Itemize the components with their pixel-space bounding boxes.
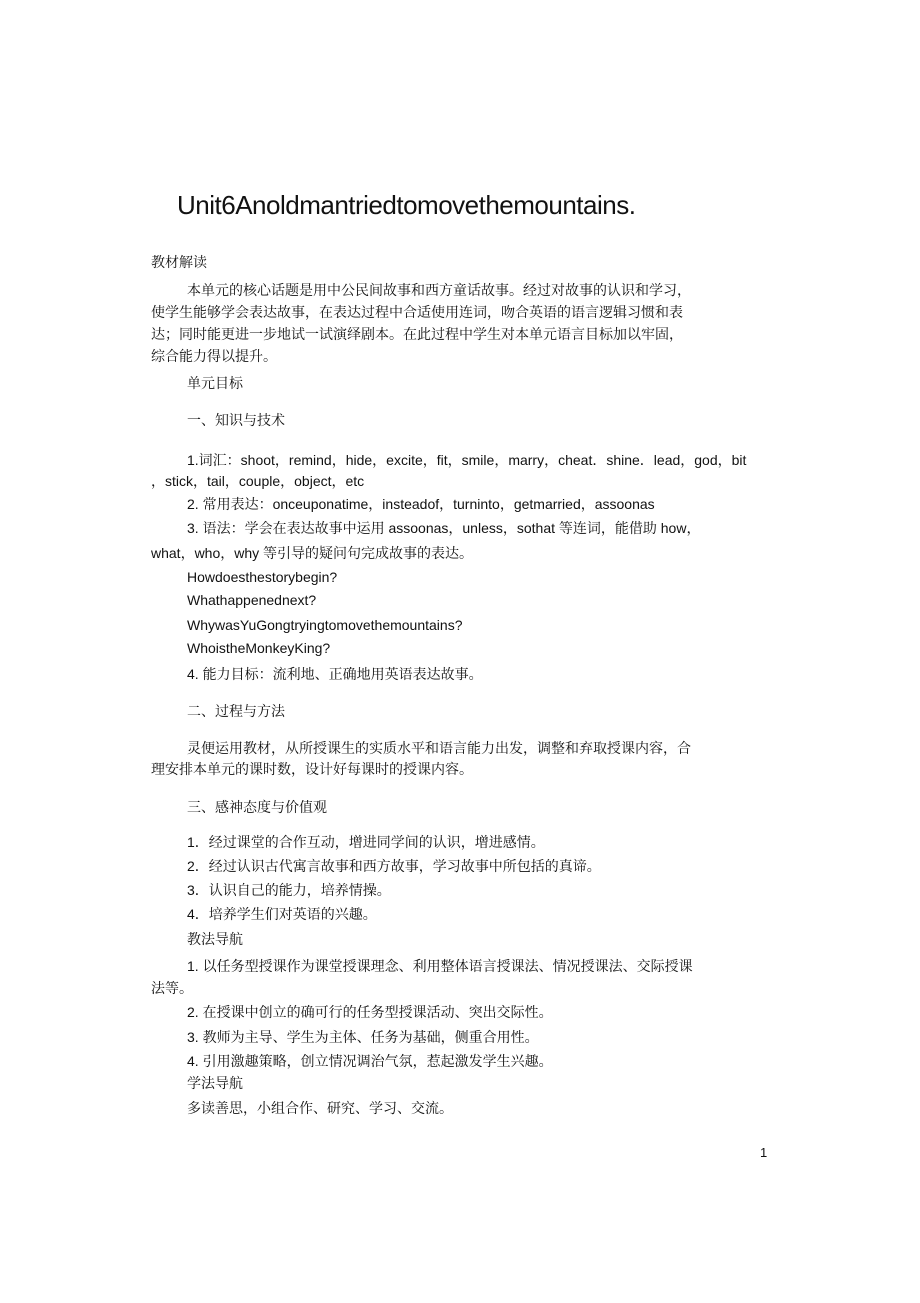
paragraph-line: 达；同时能更进一步地试一试演绎剧本。在此过程中学生对本单元语言目标加以牢固， xyxy=(151,326,683,342)
list-item: 3．认识自己的能力，培养情操。 xyxy=(187,882,391,898)
section-heading: 教材解读 xyxy=(151,254,207,270)
example-question: WhywasYuGongtryingtomovethemountains? xyxy=(187,617,463,633)
list-item: 2．经过认识古代寓言故事和西方故事，学习故事中所包括的真谛。 xyxy=(187,858,601,874)
paragraph-line: 多读善思，小组合作、研究、学习、交流。 xyxy=(187,1100,453,1116)
list-item-continuation: 法等。 xyxy=(151,980,193,996)
paragraph-line: 使学生能够学会表达故事，在表达过程中合适使用连词，吻合英语的语言逻辑习惯和表 xyxy=(151,304,683,320)
list-item: 4．培养学生们对英语的兴趣。 xyxy=(187,906,377,922)
list-item: 3. 教师为主导、学生为主体、任务为基础，侧重合用性。 xyxy=(187,1029,539,1045)
list-item: 2. 常用表达：onceuponatime，insteadof，turninto，getmarried，assoonas xyxy=(187,496,655,512)
section-heading: 二、过程与方法 xyxy=(187,703,285,719)
section-heading: 单元目标 xyxy=(187,375,243,391)
document-title: Unit6Anoldmantriedtomovethemountains. xyxy=(177,190,636,220)
page-number: 1 xyxy=(760,1145,768,1160)
paragraph-line: 灵便运用教材，从所授课生的实质水平和语言能力出发，调整和弃取授课内容，合 xyxy=(187,740,691,756)
list-item: 1. 以任务型授课作为课堂授课理念、利用整体语言授课法、情况授课法、交际授课 xyxy=(187,958,693,974)
example-question: Howdoesthestorybegin? xyxy=(187,569,338,585)
example-question: WhoistheMonkeyKing? xyxy=(187,640,331,656)
list-item: 2. 在授课中创立的确可行的任务型授课活动、突出交际性。 xyxy=(187,1004,553,1020)
list-item-continuation: ，stick，tail，couple，object，etc xyxy=(151,473,365,489)
list-item: 1.词汇：shoot，remind，hide，excite，fit，smile，marry，cheat．shine．lead，god，bit xyxy=(187,452,747,468)
list-item: 4. 引用激趣策略，创立情况调治气氛，惹起激发学生兴趣。 xyxy=(187,1053,553,1069)
paragraph-line: 综合能力得以提升。 xyxy=(151,348,277,364)
section-heading: 学法导航 xyxy=(187,1075,243,1091)
paragraph-line: 理安排本单元的课时数，设计好每课时的授课内容。 xyxy=(151,761,473,777)
list-item: 1．经过课堂的合作互动，增进同学间的认识，增进感情。 xyxy=(187,834,545,850)
section-heading: 三、感神态度与价值观 xyxy=(187,799,327,815)
list-item: 4. 能力目标：流利地、正确地用英语表达故事。 xyxy=(187,666,483,682)
list-item-continuation: what，who，why 等引导的疑问句完成故事的表达。 xyxy=(151,545,474,561)
section-heading: 一、知识与技术 xyxy=(187,412,285,428)
paragraph-line: 本单元的核心话题是用中公民间故事和西方童话故事。经过对故事的认识和学习， xyxy=(187,282,691,298)
example-question: Whathappenednext? xyxy=(187,592,317,608)
list-item: 3. 语法：学会在表达故事中运用 assoonas，unless，sothat 等连词，能借助 how， xyxy=(187,520,701,536)
section-heading: 教法导航 xyxy=(187,931,243,947)
